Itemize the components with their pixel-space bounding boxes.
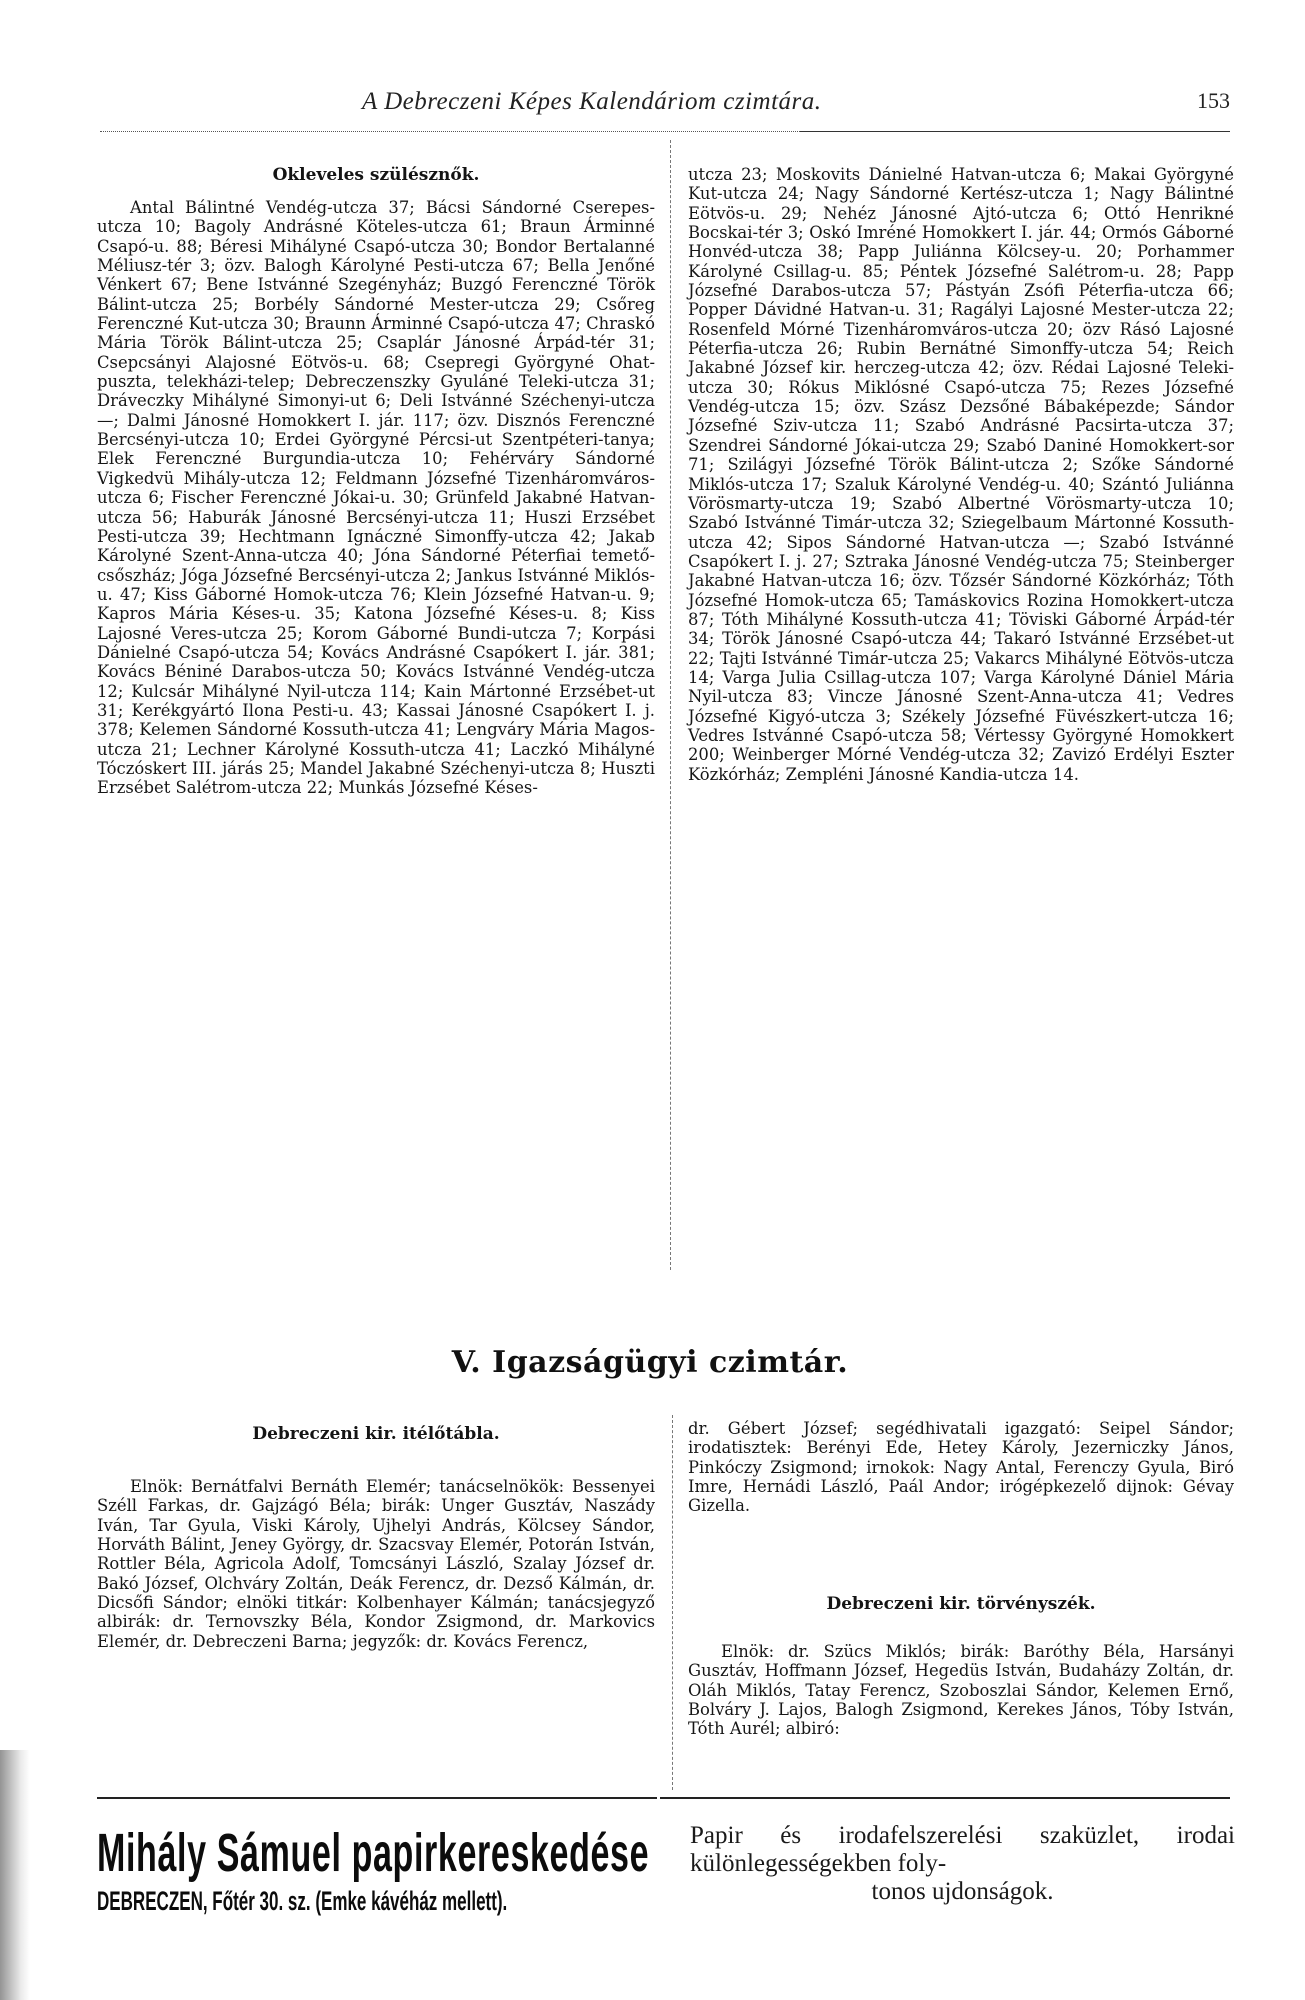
court-of-appeal-text-left: Elnök: Bernátfalvi Bernáth Elemér; tanácselnökök: Bessenyei Széll Farkas, dr. Gajzágó Béla; birák: Unger Gusztáv, Naszády Iván, Tar Gyula, Viski Károly, Ujhelyi András, Kölcsey Sándor, Horváth Bálint, Jeney György, dr. Szacsvay Elemér, Potorán István, Rottler Béla, Agricola Adolf, Tomcsányi László, Szalay József dr. Bakó József, Olchváry Zoltán, Deák Ferencz, dr. Dezső Kálmán, dr. Dicsőfi Sándor; elnöki titkár: Kolbenhayer Kálmán; tanácsjegyző albirák: dr. Ternovszky Béla, Kondor Zsigmond, dr. Markovics Elemér, dr. Debreczeni Barna; jegyzők: dr. Kovács Ferencz, <box>97 1477 655 1651</box>
midwives-column-left <box>97 198 655 798</box>
advertisement <box>97 1822 1237 1942</box>
court-of-appeal-text-right: dr. Gébert József; segédhivatali igazgató: Seipel Sándor; irodatisztek: Berényi Ede, Hetey Károly, Jezerniczky János, Pinkóczy Zsigmond; irnokok: Nagy Antal, Ferenczy Gyula, Biró Imre, Hernádi László, Paál Andor; irógépkezelő dijnok: Gévay Gizella. <box>688 1419 1234 1516</box>
court-of-appeal-column-right <box>688 1419 1234 1516</box>
ad-business-name: Mihály Sámuel papirkereskedése <box>97 1823 650 1883</box>
section-heading-court-of-appeal: Debreczeni kir. itélőtábla. <box>252 1424 500 1444</box>
ad-description-main: Papir és irodafelszerelési szaküzlet, irodai különlegességekben foly- <box>690 1822 1235 1877</box>
midwives-list-right: utcza 23; Moskovits Dánielné Hatvan-utcza 6; Makai Györgyné Kut-utcza 24; Nagy Sándorné Kertész-utcza 1; Nagy Bálintné Eötvös-u. 29; Nehéz Jánosné Ajtó-utcza 6; Ottó Henrikné Bocskai-tér 3; Oskó Imréné Homokkert I. jár. 44; Ormós Gáborné Honvéd-utcza 38; Papp Juliánna Kölcsey-u. 20; Porhammer Károlyné Csillag-u. 85; Péntek Józsefné Salétrom-u. 28; Papp Józsefné Darabos-utcza 57; Pástyán Zsófi Péterfia-utcza 66; Popper Dávidné Hatvan-u. 31; Ragályi Lajosné Mester-utcza 22; Rosenfeld Mórné Tizenháromváros-utcza 20; özv Rásó Lajosné Péterfia-utcza 26; Rubin Bernátné Simonffy-utcza 54; Reich Jakabné József kir. herczeg-utcza 42; özv. Rédai Lajosné Teleki-utcza 30; Rókus Miklósné Csapó-utcza 75; Rezes Józsefné Vendég-utcza 15; özv. Szász Dezsőné Bábaképezde; Sándor Józsefné Sziv-utcza 11; Szabó Andrásné Pacsirta-utcza 37; Szendrei Sándorné Jókai-utcza 29; Szabó Daniné Homokkert-sor 71; Szilágyi Józsefné Török Bálint-utcza 2; Szőke Sándorné Miklós-utcza 17; Szaluk Károlyné Vendég-u. 40; Szántó Juliánna Vörösmarty-utcza 19; Szabó Albertné Vörösmarty-utcza 10; Szabó Istvánné Timár-utcza 32; Sziegelbaum Mártonné Kossuth-utcza 42; Sipos Sándorné Hatvan-utcza —; Szabó Istvánné Csapókert I. j. 27; Sztraka Jánosné Vendég-utcza 75; Steinberger Jakabné Hatvan-utcza 16; özv. Tőzsér Sándorné Közkórház; Tóth Józsefné Homok-utcza 65; Tamáskovics Rozina Homokkert-utcza 87; Tóth Mihályné Kossuth-utcza 41; Töviski Gáborné Árpád-tér 34; Török Jánosné Csapó-utcza 44; Takaró Istvánné Erzsébet-ut 22; Tajti Istvánné Timár-utcza 25; Vakarcs Mihályné Eötvös-utcza 14; Varga Julia Csillag-utcza 107; Varga Károlyné Dániel Mária Nyil-utcza 83; Vincze Jánosné Szent-Anna-utcza 41; Vedres Józsefné Kigyó-utcza 3; Székely Józsefné Füvészkert-utcza 16; Vedres Istvánné Csapó-utcza 58; Vértessy Györgyné Homokkert 200; Weinberger Mórné Vendég-utcza 32; Zavizó Erdélyi Eszter Közkórház; Zempléni Jánosné Kandia-utcza 14. <box>688 165 1234 784</box>
chapter-title: V. Igazságügyi czimtár. <box>451 1345 849 1380</box>
ad-description-last: tonos ujdonságok. <box>871 1878 1054 1905</box>
ad-address: DEBRECZEN, Főtér 30. sz. (Emke kávéház mellett). <box>97 1886 508 1916</box>
scan-edge-shadow <box>0 1750 30 2000</box>
footer-rule <box>97 1797 657 1799</box>
header-rule-solid <box>800 131 1230 132</box>
footer-rule <box>660 1797 1230 1799</box>
district-court-column <box>688 1642 1234 1739</box>
ad-description <box>690 1822 1235 1906</box>
section-heading-district-court: Debreczeni kir. törvényszék. <box>826 1594 1096 1614</box>
section-heading-midwives: Okleveles szülésznők. <box>272 165 480 185</box>
column-divider <box>670 140 671 1270</box>
midwives-list-left: Antal Bálintné Vendég-utcza 37; Bácsi Sándorné Cserepes-utcza 10; Bagoly Andrásné Köteles-utcza 61; Braun Árminné Csapó-u. 88; Béresi Mihályné Csapó-utcza 30; Bondor Bertalanné Méliusz-tér 3; özv. Balogh Károlyné Pesti-utcza 67; Bella Jenőné Vénkert 67; Bene Istvánné Szegényház; Buzgó Ferenczné Török Bálint-utcza 25; Borbély Sándorné Mester-utcza 29; Csőreg Ferenczné Kut-utcza 30; Braunn Árminné Csapó-utcza 47; Chraskó Mária Török Bálint-utcza 25; Csaplár Jánosné Árpád-tér 31; Csepcsányi Alajosné Eötvös-u. 68; Csepregi Györgyné Ohat-puszta, telekházi-telep; Debreczenszky Gyuláné Teleki-utcza 31; Dráveczky Mihályné Simonyi-ut 6; Deli Istvánné Széchenyi-utcza —; Dalmi Jánosné Homokkert I. jár. 117; özv. Disznós Ferenczné Bercsényi-utcza 10; Erdei Györgyné Pércsi-ut Szentpéteri-tanya; Elek Ferenczné Burgundia-utcza 10; Fehérváry Sándorné Vigkedvü Mihály-utcza 12; Feldmann Józsefné Tizenháromváros-utcza 6; Fischer Ferenczné Jókai-u. 30; Grünfeld Jakabné Hatvan-utcza 56; Haburák Jánosné Bercsényi-utcza 11; Huszi Erzsébet Pesti-utcza 39; Hechtmann Ignáczné Simonffy-utcza 42; Jakab Károlyné Szent-Anna-utcza 40; Jóna Sándorné Péterfiai temető-csőszház; Jóga Józsefné Bercsényi-utcza 2; Jankus Istvánné Miklós-u. 47; Kiss Gáborné Homok-utcza 76; Klein Józsefné Hatvan-u. 9; Kapros Mária Késes-u. 35; Katona Józsefné Késes-u. 8; Kiss Lajosné Veres-utcza 25; Korom Gáborné Bundi-utcza 7; Korpási Dánielné Csapó-utcza 54; Kovács Andrásné Csapókert I. jár. 381; Kovács Béniné Darabos-utcza 50; Kovács Istvánné Vendég-utcza 12; Kulcsár Mihályné Nyil-utcza 114; Kain Mártonné Erzsébet-ut 31; Kerékgyártó Ilona Pesti-u. 43; Kassai Jánosné Csapókert I. j. 378; Kelemen Sándorné Kossuth-utcza 41; Lengváry Mária Magos-utcza 21; Lechner Károlyné Kossuth-utcza 41; Laczkó Mihályné Tóczóskert III. járás 25; Mandel Jakabné Széchenyi-utcza 8; Huszti Erzsébet Salétrom-utcza 22; Munkás Józsefné Késes- <box>97 198 655 798</box>
page-number: 153 <box>1197 88 1230 113</box>
midwives-column-right <box>688 165 1234 784</box>
column-divider <box>672 1415 673 1790</box>
court-of-appeal-column-left <box>97 1477 655 1651</box>
district-court-text: Elnök: dr. Szücs Miklós; birák: Baróthy Béla, Harsányi Gusztáv, Hoffmann József, Hegedüs István, Budaházy Zoltán, dr. Oláh Miklós, Tatay Ferencz, Szoboszlai Sándor, Kelemen Ernő, Bolváry J. Lajos, Balogh Zsigmond, Kerekes János, Tóby István, Tóth Aurél; albiró: <box>688 1642 1234 1739</box>
running-header <box>100 88 1230 128</box>
running-title: A Debreczeni Képes Kalendáriom czimtára. <box>362 88 822 115</box>
